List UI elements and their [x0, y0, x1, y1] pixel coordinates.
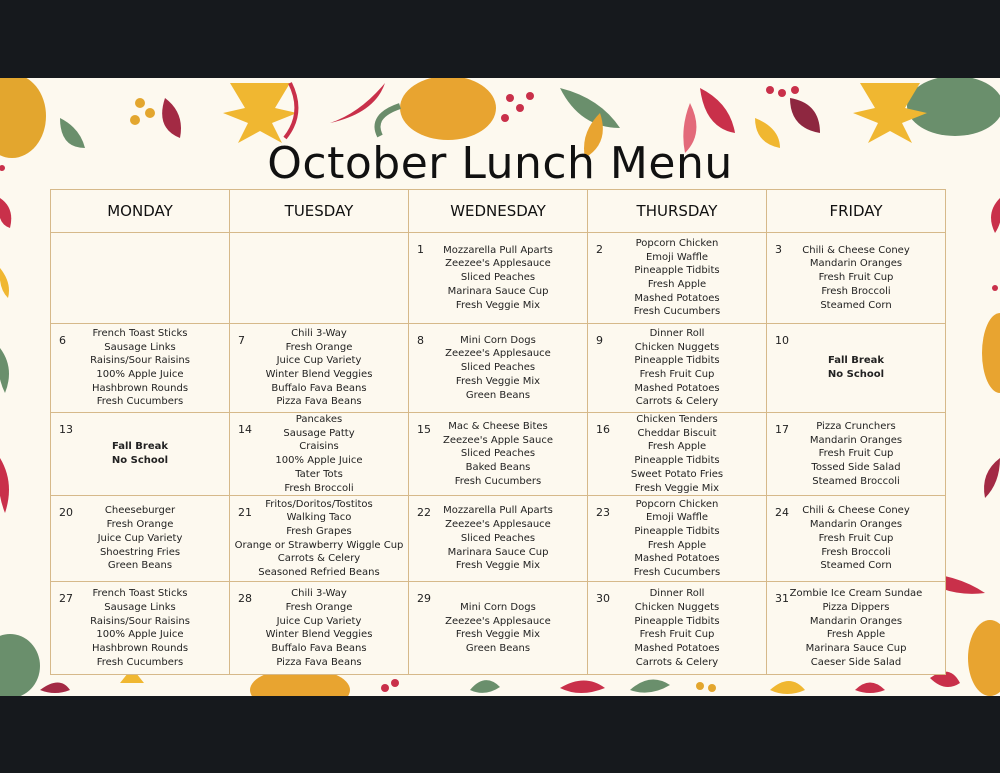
- day-number: 23: [596, 506, 610, 520]
- menu-item: Chili & Cheese Coney: [802, 244, 910, 256]
- berry-icon: [526, 92, 534, 100]
- day-number: 20: [59, 506, 73, 520]
- yellow-leaf-icon: [770, 681, 805, 694]
- day-number: 22: [417, 506, 431, 520]
- menu-item: Fall Break: [111, 441, 169, 453]
- day-cell: [767, 413, 946, 496]
- day-number: 16: [596, 423, 610, 436]
- menu-item: Mandarin Oranges: [809, 519, 903, 531]
- menu-items: [409, 601, 587, 656]
- weekday-header-wednesday: WEDNESDAY: [409, 190, 588, 233]
- menu-items: [409, 244, 587, 313]
- menu-item: Fresh Fruit Cup: [639, 629, 715, 641]
- menu-item: Fresh Veggie Mix: [455, 299, 541, 311]
- menu-item: Carrots & Celery: [635, 396, 719, 408]
- berry-icon: [145, 108, 155, 118]
- menu-item: Fresh Cucumbers: [633, 567, 721, 579]
- day-cell: [767, 233, 946, 324]
- weekday-header-tuesday: TUESDAY: [230, 190, 409, 233]
- day-number: 30: [596, 592, 610, 606]
- day-cell: [230, 582, 409, 675]
- menu-items: [767, 587, 945, 669]
- pumpkin-icon: [400, 78, 496, 140]
- pumpkin-stem-icon: [378, 106, 401, 136]
- menu-items: [230, 587, 408, 669]
- menu-items: [51, 504, 229, 573]
- berry-icon: [130, 115, 140, 125]
- menu-item: Fresh Apple: [647, 279, 707, 290]
- menu-items: [230, 327, 408, 409]
- menu-item: Raisins/Sour Raisins: [90, 355, 190, 367]
- menu-item: Tater Tots: [295, 468, 343, 480]
- menu-item: Winter Blend Veggies: [265, 629, 373, 641]
- day-cell: [230, 496, 409, 582]
- day-number: 8: [417, 334, 424, 347]
- menu-item: Fritos/Doritos/Tostitos: [265, 498, 373, 510]
- menu-item: Zeezee's Applesauce: [445, 615, 551, 627]
- day-number: 6: [59, 334, 66, 347]
- menu-item: Sausage Links: [104, 601, 176, 613]
- week-row: [51, 496, 946, 582]
- red-leaf-icon: [984, 458, 1000, 498]
- menu-item: Pizza Fava Beans: [276, 656, 362, 668]
- menu-items: [409, 420, 587, 489]
- menu-item: Juice Cup Variety: [97, 532, 183, 544]
- day-cell: [230, 233, 409, 324]
- menu-items: [767, 420, 945, 489]
- day-number: 1: [417, 243, 424, 256]
- berry-icon: [696, 682, 704, 690]
- menu-item: Steamed Broccoli: [812, 475, 900, 487]
- menu-item: Zeezee's Applesauce: [445, 258, 551, 270]
- feather-leaf-icon: [285, 83, 296, 138]
- menu-item: Juice Cup Variety: [276, 355, 362, 367]
- menu-items: [51, 327, 229, 409]
- day-number: 13: [59, 423, 73, 436]
- week-row: [51, 413, 946, 496]
- menu-item: Seasoned Refried Beans: [258, 567, 380, 579]
- menu-item: Mini Corn Dogs: [460, 601, 536, 613]
- menu-item: Green Beans: [465, 389, 531, 401]
- menu-item: Fresh Veggie Mix: [455, 629, 541, 641]
- green-pumpkin-icon: [907, 78, 1000, 136]
- menu-item: Green Beans: [107, 560, 173, 572]
- day-cell: [767, 324, 946, 413]
- red-leaf-icon: [0, 198, 11, 228]
- day-number: 24: [775, 506, 789, 520]
- day-number: 15: [417, 423, 431, 436]
- menu-item: Fresh Orange: [285, 601, 353, 613]
- menu-item: Popcorn Chicken: [635, 237, 719, 249]
- pumpkin-icon: [968, 620, 1000, 696]
- red-leaf-icon: [560, 681, 605, 694]
- menu-item: Fresh Cucumbers: [96, 656, 184, 668]
- menu-items: [588, 237, 766, 319]
- berry-icon: [778, 89, 786, 97]
- berry-icon: [791, 86, 799, 94]
- menu-item: Fresh Cucumbers: [454, 475, 542, 487]
- menu-item: Steamed Corn: [820, 299, 892, 311]
- menu-item: Chicken Nuggets: [634, 341, 720, 353]
- weekday-header-thursday: THURSDAY: [588, 190, 767, 233]
- menu-item: Mandarin Oranges: [809, 434, 903, 446]
- day-cell: [588, 413, 767, 496]
- menu-items: [588, 587, 766, 669]
- menu-item: Mandarin Oranges: [809, 615, 903, 627]
- menu-item: Marinara Sauce Cup: [447, 285, 549, 297]
- menu-item: Pancakes: [295, 414, 343, 425]
- day-cell: [409, 496, 588, 582]
- yellow-leaf-icon: [0, 268, 9, 298]
- menu-item: Zombie Ice Cream Sundae: [789, 588, 923, 600]
- day-cell: [588, 233, 767, 324]
- day-number: 9: [596, 334, 603, 347]
- menu-calendar: [50, 189, 946, 675]
- menu-item: Zeezee's Apple Sauce: [443, 434, 553, 446]
- day-cell: [409, 233, 588, 324]
- day-number: 28: [238, 592, 252, 606]
- menu-item: French Toast Sticks: [92, 588, 188, 600]
- menu-item: Caeser Side Salad: [810, 656, 902, 668]
- day-cell: [588, 496, 767, 582]
- menu-item: Fresh Broccoli: [821, 546, 891, 558]
- page-title: October Lunch Menu: [267, 138, 733, 189]
- day-number: 21: [238, 506, 252, 520]
- menu-item: Pineapple Tidbits: [634, 526, 720, 538]
- menu-item: Pizza Crunchers: [816, 420, 896, 432]
- menu-item: Fresh Broccoli: [284, 482, 354, 494]
- day-number: 7: [238, 334, 245, 347]
- green-leaf-icon: [470, 680, 500, 693]
- menu-item: Pineapple Tidbits: [634, 355, 720, 367]
- green-leaf-icon: [0, 348, 9, 393]
- menu-item: 100% Apple Juice: [96, 369, 184, 380]
- day-number: 27: [59, 592, 73, 606]
- day-cell: [51, 324, 230, 413]
- day-cell: [51, 413, 230, 496]
- weekday-header-monday: MONDAY: [51, 190, 230, 233]
- menu-item: Cheeseburger: [104, 505, 176, 517]
- week-row: [51, 582, 946, 675]
- menu-item: Fresh Orange: [285, 341, 353, 353]
- menu-item: Fresh Grapes: [286, 526, 352, 538]
- menu-item: Fresh Cucumbers: [633, 306, 721, 318]
- menu-item: Mozzarella Pull Aparts: [443, 244, 553, 256]
- menu-item: Emoji Waffle: [645, 512, 709, 524]
- menu-item: Fresh Veggie Mix: [455, 560, 541, 572]
- pumpkin-icon: [982, 313, 1000, 393]
- day-cell: [588, 582, 767, 675]
- berry-icon: [516, 104, 524, 112]
- day-number: 14: [238, 423, 252, 436]
- menu-item: Fresh Apple: [647, 539, 707, 551]
- menu-item: Pizza Dippers: [822, 601, 890, 613]
- menu-item: Fresh Apple: [647, 441, 707, 453]
- menu-item: Fresh Fruit Cup: [818, 532, 894, 544]
- berry-icon: [506, 94, 514, 102]
- menu-item: Dinner Roll: [649, 588, 705, 600]
- menu-item: Carrots & Celery: [277, 553, 361, 565]
- menu-item: Steamed Corn: [820, 560, 892, 572]
- menu-items: [51, 587, 229, 669]
- menu-item: Chili 3-Way: [291, 588, 347, 600]
- chili-icon: [330, 83, 385, 123]
- menu-item: Fresh Veggie Mix: [455, 375, 541, 387]
- menu-item: Mashed Potatoes: [634, 642, 720, 654]
- menu-item: Fresh Fruit Cup: [639, 369, 715, 380]
- menu-item: Fresh Fruit Cup: [818, 272, 894, 284]
- weekday-header-row: [51, 190, 946, 233]
- menu-item: Tossed Side Salad: [811, 461, 901, 473]
- day-cell: [409, 582, 588, 675]
- day-number: 3: [775, 243, 782, 256]
- day-number: 10: [775, 334, 789, 347]
- berry-icon: [391, 679, 399, 687]
- menu-item: Shoestring Fries: [99, 546, 181, 558]
- menu-item: Hashbrown Rounds: [91, 382, 189, 394]
- day-cell: [51, 233, 230, 324]
- menu-item: Craisins: [299, 441, 339, 453]
- berry-icon: [992, 285, 998, 291]
- menu-item: Pizza Fava Beans: [276, 396, 362, 408]
- week-row: [51, 233, 946, 324]
- menu-item: Fresh Cucumbers: [96, 396, 184, 408]
- day-cell: [767, 582, 946, 675]
- menu-item: 100% Apple Juice: [275, 455, 363, 467]
- green-leaf-icon: [560, 88, 620, 128]
- menu-item: Winter Blend Veggies: [265, 369, 373, 380]
- menu-item: Mashed Potatoes: [634, 382, 720, 394]
- day-cell: [588, 324, 767, 413]
- menu-item: Dinner Roll: [649, 327, 705, 339]
- menu-items: [767, 244, 945, 313]
- menu-item: Sliced Peaches: [460, 272, 536, 284]
- menu-item: Buffalo Fava Beans: [271, 642, 367, 654]
- menu-item: Chicken Tenders: [636, 414, 718, 425]
- menu-item: Zeezee's Applesauce: [445, 348, 551, 360]
- menu-items: [409, 334, 587, 403]
- berry-icon: [135, 98, 145, 108]
- menu-item: Fresh Fruit Cup: [818, 448, 894, 460]
- menu-item: Sweet Potato Fries: [630, 468, 724, 480]
- menu-items: [588, 413, 766, 495]
- menu-item: Cheddar Biscuit: [637, 427, 717, 439]
- day-cell: [230, 324, 409, 413]
- menu-items: [767, 504, 945, 573]
- menu-item: Sliced Peaches: [460, 448, 536, 460]
- menu-item: Zeezee's Applesauce: [445, 519, 551, 531]
- menu-items: [409, 504, 587, 573]
- day-cell: [51, 496, 230, 582]
- day-number: 31: [775, 592, 789, 606]
- menu-item: Fresh Broccoli: [821, 285, 891, 297]
- red-leaf-icon: [0, 458, 9, 513]
- menu-item: Green Beans: [465, 642, 531, 654]
- menu-items: [588, 327, 766, 409]
- red-leaf-icon: [991, 198, 1000, 233]
- menu-item: Mini Corn Dogs: [460, 334, 536, 346]
- menu-item: Mashed Potatoes: [634, 553, 720, 565]
- berry-icon: [501, 114, 509, 122]
- day-cell: [230, 413, 409, 496]
- red-leaf-icon: [700, 88, 735, 133]
- day-cell: [409, 413, 588, 496]
- weekday-header-friday: FRIDAY: [767, 190, 946, 233]
- red-leaf-icon: [40, 683, 70, 694]
- brown-leaf-icon: [790, 98, 820, 133]
- menu-items: [230, 413, 408, 495]
- menu-card: [0, 78, 1000, 696]
- menu-item: Chicken Nuggets: [634, 601, 720, 613]
- day-cell: [409, 324, 588, 413]
- menu-item: No School: [827, 369, 885, 380]
- menu-item: French Toast Sticks: [92, 327, 188, 339]
- menu-item: Sausage Patty: [283, 427, 355, 439]
- berry-icon: [381, 684, 389, 692]
- menu-items: [51, 440, 229, 467]
- menu-item: Buffalo Fava Beans: [271, 382, 367, 394]
- menu-item: Mandarin Oranges: [809, 258, 903, 270]
- red-leaf-icon: [162, 98, 181, 138]
- menu-item: Orange or Strawberry Wiggle Cup: [234, 539, 404, 551]
- menu-item: Mozzarella Pull Aparts: [443, 505, 553, 517]
- day-cell: [51, 582, 230, 675]
- menu-item: No School: [111, 455, 169, 467]
- menu-item: Marinara Sauce Cup: [805, 642, 907, 654]
- berry-icon: [766, 86, 774, 94]
- berry-icon: [708, 684, 716, 692]
- green-leaf-icon: [630, 680, 670, 693]
- menu-item: Fall Break: [827, 355, 885, 367]
- menu-item: Walking Taco: [286, 512, 352, 524]
- menu-item: Marinara Sauce Cup: [447, 546, 549, 558]
- menu-item: Emoji Waffle: [645, 251, 709, 263]
- menu-item: Mac & Cheese Bites: [448, 420, 548, 432]
- menu-item: 100% Apple Juice: [96, 629, 184, 641]
- menu-item: Pineapple Tidbits: [634, 265, 720, 277]
- menu-item: Pineapple Tidbits: [634, 615, 720, 627]
- menu-items: [230, 498, 408, 580]
- menu-item: Chili 3-Way: [291, 327, 347, 339]
- day-number: 2: [596, 243, 603, 256]
- green-pumpkin-icon: [0, 634, 40, 696]
- menu-item: Fresh Veggie Mix: [634, 482, 720, 494]
- menu-item: Fresh Apple: [826, 629, 886, 641]
- menu-item: Raisins/Sour Raisins: [90, 615, 190, 627]
- day-number: 29: [417, 592, 431, 606]
- menu-item: Mashed Potatoes: [634, 292, 720, 304]
- day-number: 17: [775, 423, 789, 436]
- menu-item: Hashbrown Rounds: [91, 642, 189, 654]
- menu-items: [767, 354, 945, 381]
- week-row: [51, 324, 946, 413]
- menu-item: Sliced Peaches: [460, 532, 536, 544]
- menu-item: Chili & Cheese Coney: [802, 505, 910, 517]
- red-leaf-icon: [855, 683, 885, 694]
- menu-item: Popcorn Chicken: [635, 498, 719, 510]
- menu-item: Sliced Peaches: [460, 362, 536, 374]
- menu-item: Carrots & Celery: [635, 656, 719, 668]
- menu-item: Fresh Orange: [106, 519, 174, 531]
- menu-item: Baked Beans: [465, 461, 531, 473]
- menu-item: Sausage Links: [104, 341, 176, 353]
- menu-item: Juice Cup Variety: [276, 615, 362, 627]
- day-cell: [767, 496, 946, 582]
- menu-item: Pineapple Tidbits: [634, 455, 720, 467]
- menu-items: [588, 498, 766, 580]
